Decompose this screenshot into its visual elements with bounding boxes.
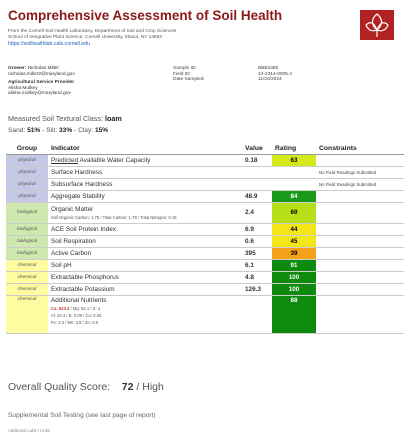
group-cell: biological bbox=[6, 235, 48, 247]
grower-email: nicholas.miller2@maryland.gov bbox=[8, 71, 75, 77]
group-cell: chemical bbox=[6, 259, 48, 271]
sand-label: Sand: bbox=[8, 127, 26, 134]
group-cell: biological bbox=[6, 223, 48, 235]
indicator-name: Extractable Phosphorus bbox=[48, 271, 242, 283]
indicator-name: Available Water Capacity bbox=[79, 156, 151, 164]
indicator-name: Extractable Potassium bbox=[48, 283, 242, 295]
table-row bbox=[6, 259, 404, 271]
silt-label: - Silt: bbox=[42, 127, 58, 134]
indicator-name: ACE Soil Protein Index bbox=[48, 223, 242, 235]
value-cell: 4.8 bbox=[242, 271, 272, 283]
table-row bbox=[6, 154, 404, 166]
value-cell: 395 bbox=[242, 247, 272, 259]
header-rating: Rating bbox=[272, 143, 316, 154]
lab-website-link[interactable]: https://soilhealthlab.cals.cornell.edu bbox=[8, 41, 90, 47]
nutrients-line-3: Fe: 2.3 / Mn: 3.9 / Zn: 0.5 bbox=[51, 319, 99, 325]
calcium-value: Ca: 623.3 bbox=[51, 305, 70, 311]
nutrients-line-2: Al: 20.4 / B: 0.09 / Cu: 0.26 bbox=[51, 312, 102, 318]
constraint-cell bbox=[316, 202, 404, 223]
indicator-cell bbox=[48, 295, 242, 333]
nutrients-mg-s: / Mg: 64.1 / S: 4 bbox=[69, 305, 101, 311]
header-constraints: Constraints bbox=[316, 143, 404, 154]
indicator-cell bbox=[48, 154, 242, 166]
rating-cell: 69 bbox=[272, 202, 316, 223]
sand-value: 51% bbox=[27, 127, 41, 134]
overall-quality-score bbox=[8, 381, 164, 393]
rating-cell: 100 bbox=[272, 271, 316, 283]
constraint-cell bbox=[316, 271, 404, 283]
clay-value: 15% bbox=[94, 127, 109, 134]
rating-cell: 45 bbox=[272, 235, 316, 247]
indicator-name: Subsurface Hardness bbox=[48, 178, 242, 190]
rating-cell: 39 bbox=[272, 247, 316, 259]
report-title: Comprehensive Assessment of Soil Health bbox=[8, 8, 283, 23]
value-cell: 48.9 bbox=[242, 190, 272, 202]
indicator-name: Surface Hardness bbox=[48, 166, 242, 178]
overall-label: Overall Quality Score: bbox=[8, 381, 111, 393]
value-cell bbox=[242, 295, 272, 333]
report-header bbox=[8, 6, 402, 58]
constraint-cell bbox=[316, 295, 404, 333]
constraint-cell bbox=[316, 247, 404, 259]
overall-level: / High bbox=[136, 381, 164, 393]
group-cell: chemical bbox=[6, 295, 48, 333]
sample-id-value: BBB2380 bbox=[258, 66, 279, 71]
value-cell bbox=[242, 178, 272, 190]
sample-id-label: Sample ID: bbox=[173, 66, 197, 71]
group-cell: biological bbox=[6, 202, 48, 223]
constraint-cell bbox=[316, 190, 404, 202]
indicator-name: Additional Nutrients bbox=[51, 296, 107, 304]
grower-label: Grower: bbox=[8, 66, 27, 71]
indicator-cell bbox=[48, 202, 242, 223]
soil-fractions bbox=[8, 127, 108, 134]
header-indicator: Indicator bbox=[48, 143, 242, 154]
table-row bbox=[6, 190, 404, 202]
texture-value: loam bbox=[104, 114, 122, 123]
date-sampled-label: Date Sampled: bbox=[173, 77, 205, 83]
soil-texture-class bbox=[8, 114, 122, 123]
constraint-cell: No Field Readings Submitted bbox=[316, 166, 404, 178]
table-row bbox=[6, 247, 404, 259]
table-header-row bbox=[6, 143, 404, 154]
value-cell: 6.9 bbox=[242, 223, 272, 235]
silt-value: 33% bbox=[59, 127, 73, 134]
indicator-name: Organic Matter bbox=[51, 205, 94, 213]
soil-health-table bbox=[6, 143, 404, 334]
indicator-name: Active Carbon bbox=[48, 247, 242, 259]
rating-cell: 63 bbox=[272, 154, 316, 166]
table-row bbox=[6, 223, 404, 235]
group-cell: physical bbox=[6, 166, 48, 178]
constraint-cell bbox=[316, 235, 404, 247]
group-cell: chemical bbox=[6, 283, 48, 295]
value-cell: 6.1 bbox=[242, 259, 272, 271]
constraint-cell bbox=[316, 154, 404, 166]
school-address-line: School of Integrative Plant Science, Cornell University, Ithaca, NY 14853 bbox=[8, 35, 162, 40]
table-row bbox=[6, 283, 404, 295]
table-row bbox=[6, 235, 404, 247]
table-row bbox=[6, 178, 404, 190]
supplemental-testing-title: Supplemental Soil Testing (see last page of report) bbox=[8, 412, 156, 419]
group-cell: physical bbox=[6, 178, 48, 190]
indicator-name: Soil Respiration bbox=[48, 235, 242, 247]
value-cell: 126.3 bbox=[242, 283, 272, 295]
constraint-cell bbox=[316, 259, 404, 271]
indicator-name: Aggregate Stability bbox=[48, 190, 242, 202]
group-cell: physical bbox=[6, 190, 48, 202]
texture-label: Measured Soil Textural Class: bbox=[8, 114, 103, 123]
group-cell: chemical bbox=[6, 271, 48, 283]
nutrients-line-1 bbox=[51, 306, 239, 311]
rating-cell: 91 bbox=[272, 259, 316, 271]
group-cell: physical bbox=[6, 154, 48, 166]
indicator-name: Soil pH bbox=[48, 259, 242, 271]
table-row bbox=[6, 202, 404, 223]
value-cell bbox=[242, 166, 272, 178]
header-value: Value bbox=[242, 143, 272, 154]
value-cell: 0.18 bbox=[242, 154, 272, 166]
table-row bbox=[6, 166, 404, 178]
overall-score: 72 bbox=[121, 381, 134, 393]
provider-label: Agricultural Service Provider bbox=[8, 80, 75, 86]
sample-values bbox=[258, 66, 328, 83]
header-group: Group bbox=[6, 143, 48, 154]
date-sampled-value: 11/20/2024 bbox=[258, 77, 282, 83]
table-row bbox=[6, 271, 404, 283]
rating-cell: 88 bbox=[272, 295, 316, 333]
rating-cell bbox=[272, 166, 316, 178]
group-cell: biological bbox=[6, 247, 48, 259]
sample-labels bbox=[173, 66, 243, 83]
provider-name: Alisha Mulkey bbox=[8, 85, 38, 91]
rating-cell: 100 bbox=[272, 283, 316, 295]
value-cell: 2.4 bbox=[242, 202, 272, 223]
provider-email: alisha.mulkey@maryland.gov bbox=[8, 91, 71, 97]
predicted-link[interactable]: Predicted bbox=[51, 156, 78, 164]
value-cell: 0.6 bbox=[242, 235, 272, 247]
grower-name: Nicholas Miller bbox=[27, 66, 59, 71]
constraint-cell bbox=[316, 283, 404, 295]
lab-affiliation-line: From the Cornell Soil Health Laboratory, Department of Soil and Crop Sciences bbox=[8, 29, 177, 34]
clay-label: - Clay: bbox=[74, 127, 94, 134]
grower-info bbox=[8, 66, 158, 97]
rating-cell: 44 bbox=[272, 223, 316, 235]
table-row bbox=[6, 295, 404, 333]
supplemental-subtitle: Additional Labs / Links bbox=[8, 428, 50, 432]
field-id-label: Field ID: bbox=[173, 71, 191, 77]
rating-cell: 84 bbox=[272, 190, 316, 202]
constraint-cell: No Field Readings Submitted bbox=[316, 178, 404, 190]
organic-carbon-note: Soil Organic Carbon: 1.78 / Total Carbon: 1.78 / Total Nitrogen: 0.15 bbox=[51, 214, 177, 220]
constraint-cell bbox=[316, 223, 404, 235]
field-id-value: 24-2314-0005.4 bbox=[258, 71, 292, 77]
cornell-logo-icon bbox=[360, 10, 394, 40]
rating-cell bbox=[272, 178, 316, 190]
